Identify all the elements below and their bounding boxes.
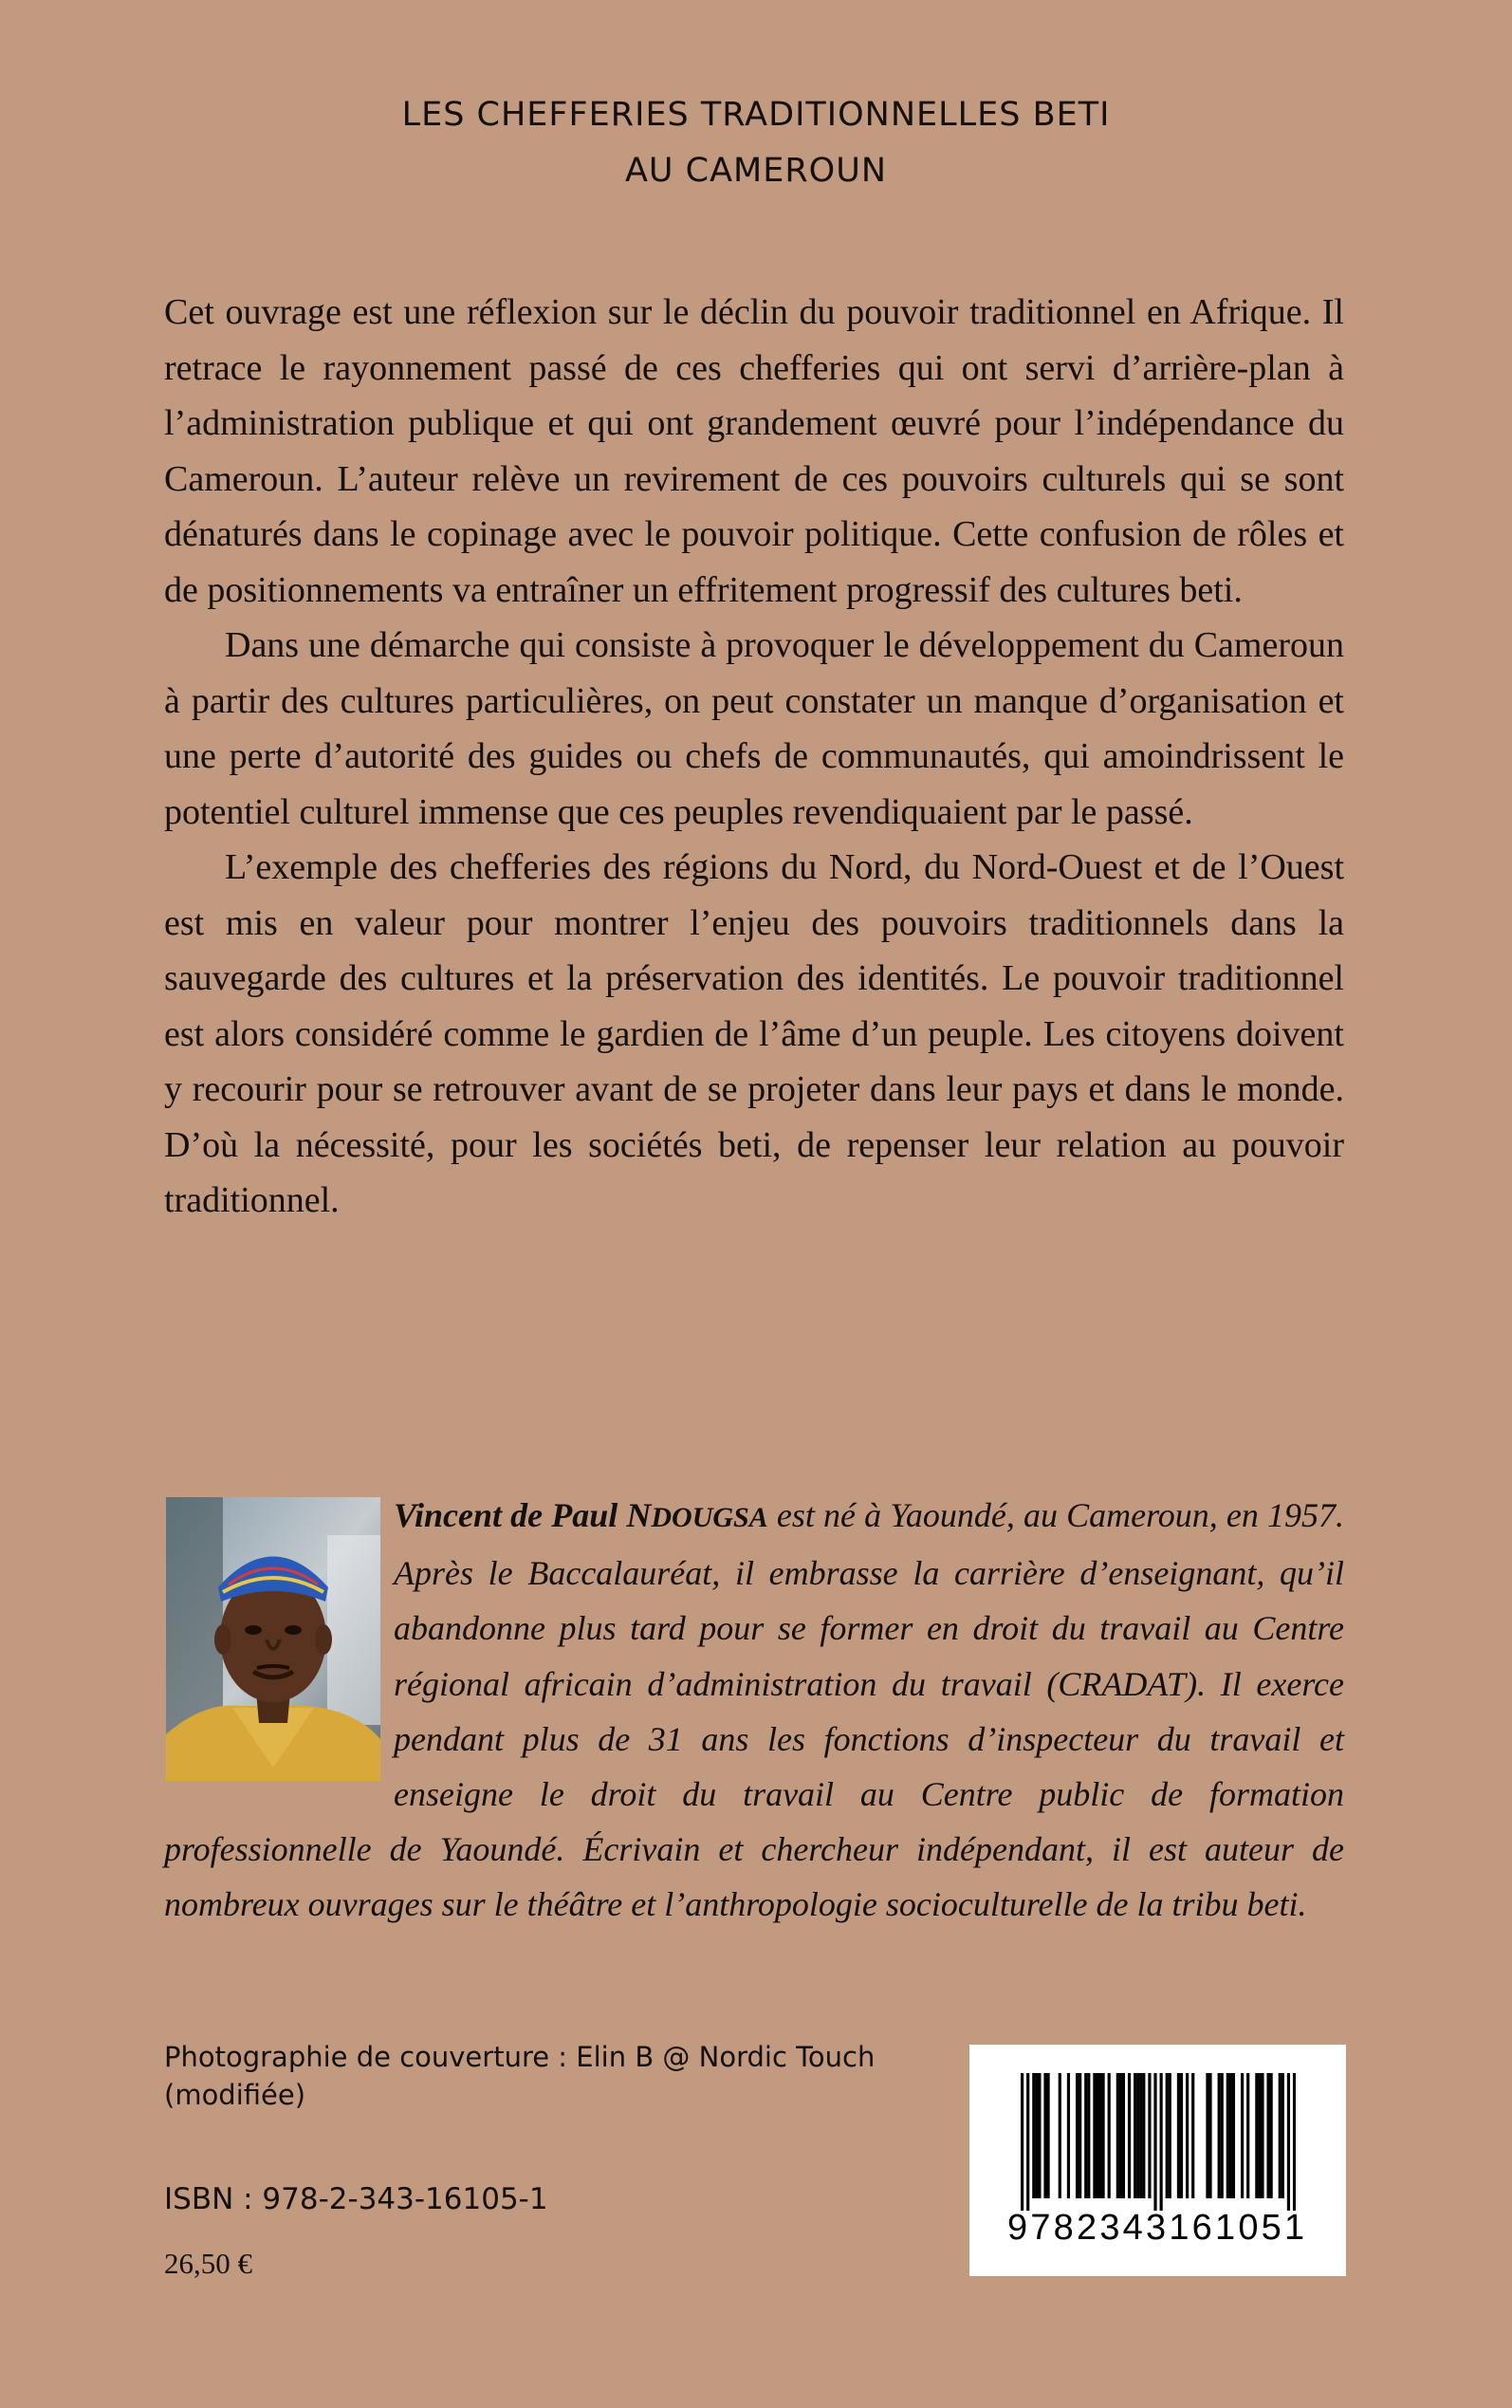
barcode-bar [1246, 2073, 1249, 2198]
barcode-bar [1134, 2073, 1136, 2198]
barcode-bar [1241, 2073, 1244, 2198]
barcode-bar [1206, 2073, 1208, 2198]
barcode-bar [1101, 2073, 1104, 2198]
barcode-bar [1136, 2073, 1139, 2198]
photo-credit-line-1: Photographie de couverture : Elin B @ Nordic Touch [164, 2041, 876, 2073]
barcode-bar [1177, 2073, 1180, 2198]
summary-paragraph-3: L’exemple des chefferies des régions du Nord, du Nord-Ouest et de l’Ouest est mis en valeur pour montrer l’enjeu des pouvoirs traditionnels dans la sauvegarde des cultures et la préservation des identités. Le pouvoir traditionnel est alors considéré comme le gardien de l’âme d’un peuple. Les citoyens doivent y recourir pour se retrouver avant de se projeter dans leur pays et dans le monde. D’où la nécessité, pour les sociétés beti, de repenser leur relation au pouvoir traditionnel. [164, 847, 1344, 1220]
barcode-bar [1038, 2073, 1041, 2198]
isbn: ISBN : 978-2-343-16105-1 [164, 2182, 548, 2216]
barcode-bar [1232, 2073, 1235, 2198]
author-name [394, 1496, 768, 1534]
barcode-bar [1226, 2073, 1229, 2198]
barcode-bar [1261, 2073, 1263, 2198]
barcode-bar [1059, 2073, 1061, 2198]
barcode-bar [1293, 2073, 1296, 2211]
barcode-bar [1043, 2073, 1046, 2198]
barcode [969, 2045, 1346, 2276]
barcode-bar [1046, 2073, 1049, 2198]
barcode-bar [1079, 2073, 1081, 2198]
photo-credit-line-2: (modifiée) [164, 2079, 306, 2111]
barcode-bar [1139, 2073, 1142, 2198]
book-title [0, 87, 1512, 199]
author-bio [164, 1488, 1344, 1933]
barcode-bar [1108, 2073, 1111, 2198]
barcode-bar [1287, 2073, 1290, 2211]
barcode-bar [1229, 2073, 1232, 2198]
barcode-digits: 9782343161051 [1007, 2208, 1308, 2248]
barcode-bar [1098, 2073, 1101, 2198]
barcode-bar [1160, 2073, 1163, 2211]
book-summary [164, 285, 1344, 1229]
barcode-bar [1087, 2073, 1090, 2198]
barcode-bar [1128, 2073, 1131, 2198]
barcode-bars-icon [1021, 2073, 1296, 2211]
photo-credit [164, 2038, 875, 2114]
price: 26,50 € [164, 2247, 252, 2280]
author-bio-text: est né à Yaoundé, au Cameroun, en 1957. Après le Baccalauréat, il embrasse la carrière d’enseignant, qu’il abandonne plus tard pour se former en droit du travail au Centre régional africain d’administration du travail (CRADAT). Il exerce pendant plus de 31 ans les fonctions d’inspecteur du travail et enseigne le droit du travail au Centre public de formation professionnelle de Yaoundé. Écrivain et chercheur indépendant, il est auteur de nombreux ouvrages sur le théâtre et l’anthropologie socioculturelle de la tribu beti. [164, 1496, 1344, 1924]
barcode-bar [1186, 2073, 1189, 2198]
barcode-bar [1255, 2073, 1258, 2198]
barcode-bar [1208, 2073, 1211, 2198]
title-line-1: LES CHEFFERIES TRADITIONNELLES BETI [401, 96, 1111, 134]
author-surname-initial: N [626, 1496, 652, 1534]
title-line-2: AU CAMEROUN [624, 152, 888, 190]
barcode-bar [1266, 2073, 1269, 2198]
barcode-bar [1119, 2073, 1122, 2198]
barcode-bar [1221, 2073, 1224, 2198]
barcode-bar [1282, 2073, 1284, 2198]
barcode-bar [1067, 2073, 1070, 2198]
barcode-bar [1021, 2073, 1023, 2211]
barcode-bar [1180, 2073, 1183, 2198]
barcode-bar [1270, 2073, 1273, 2198]
barcode-bar [1169, 2073, 1171, 2198]
barcode-bar [1142, 2073, 1145, 2198]
barcode-bar [1096, 2073, 1098, 2198]
photo-spacer [164, 1488, 394, 1820]
barcode-bar [1116, 2073, 1119, 2198]
summary-paragraph-1: Cet ouvrage est une réflexion sur le déclin du pouvoir traditionnel en Afrique. Il retrace le rayonnement passé de ces chefferies qui ont servi d’arrière-plan à l’administration publique et qui ont grandement œuvré pour l’indépendance du Cameroun. L’auteur relève un revirement de ces pouvoirs culturels qui se sont dénaturés dans le copinage avec le pouvoir politique. Cette confusion de rôles et de positionnements va entraîner un effritement progressif des cultures beti. [164, 292, 1344, 610]
barcode-bar [1084, 2073, 1087, 2198]
author-surname-rest: DOUGSA [651, 1502, 768, 1533]
author-first-names: Vincent de Paul [394, 1496, 618, 1534]
barcode-bar [1032, 2073, 1035, 2198]
barcode-bar [1166, 2073, 1169, 2198]
barcode-bar [1093, 2073, 1096, 2198]
barcode-bar [1122, 2073, 1125, 2198]
barcode-bar [1258, 2073, 1261, 2198]
barcode-bar [1153, 2073, 1156, 2211]
barcode-bar [1218, 2073, 1221, 2198]
barcode-bar [1026, 2073, 1029, 2211]
barcode-bar [1076, 2073, 1079, 2198]
summary-paragraph-2: Dans une démarche qui consiste à provoquer le développement du Cameroun à partir des cultures particulières, on peut constater un manque d’organisation et une perte d’autorité des guides ou chefs de communautés, qui amoindrissent le potentiel culturel immense que ces peuples revendiquaient par le passé. [164, 625, 1344, 832]
barcode-bar [1191, 2073, 1194, 2198]
barcode-bar [1148, 2073, 1151, 2198]
barcode-bar [1279, 2073, 1282, 2198]
barcode-bar [1035, 2073, 1038, 2198]
